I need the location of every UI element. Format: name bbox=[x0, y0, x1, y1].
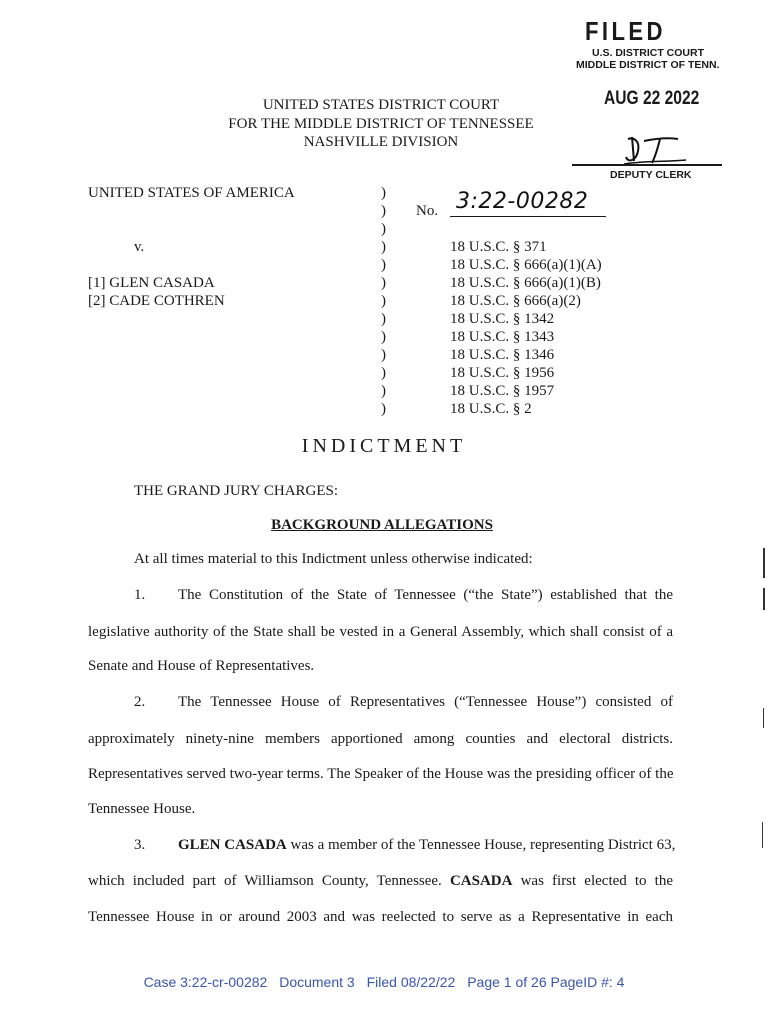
stamp-district-name: MIDDLE DISTRICT OF TENN. bbox=[576, 59, 720, 71]
paragraph-number: 1. bbox=[134, 587, 146, 603]
caption-paren: ) bbox=[381, 293, 386, 309]
caption-paren: ) bbox=[381, 239, 386, 255]
paragraph-1-line: The Constitution of the State of Tennessee (“the State”) established that the bbox=[178, 587, 673, 603]
paragraph-1-line: legislative authority of the State shall be vested in a General Assembly, which shall consist of a bbox=[88, 624, 673, 640]
caption-paren: ) bbox=[381, 221, 386, 237]
caption-paren: ) bbox=[381, 185, 386, 201]
paragraph-3-line: Tennessee House in or around 2003 and was reelected to serve as a Representative in each bbox=[88, 909, 673, 925]
statute-item: 18 U.S.C. § 666(a)(1)(A) bbox=[450, 257, 602, 273]
caption-paren: ) bbox=[381, 203, 386, 219]
paragraph-number: 3. bbox=[134, 837, 146, 853]
caption-plaintiff: UNITED STATES OF AMERICA bbox=[88, 185, 295, 201]
paragraph-2-line: Tennessee House. bbox=[88, 801, 196, 817]
stamp-filed-date: AUG 22 2022 bbox=[604, 88, 700, 109]
caption-defendant-2: [2] CADE COTHREN bbox=[88, 293, 225, 309]
paragraph-2-line: Representatives served two-year terms. The Speaker of the House was the presiding officer of the bbox=[88, 766, 674, 782]
paragraph-2-line: approximately ninety-nine members apportioned among counties and electoral districts. bbox=[88, 731, 673, 747]
footer-page-info: Page 1 of 26 PageID #: 4 bbox=[467, 974, 625, 990]
caption-paren: ) bbox=[381, 401, 386, 417]
court-name-line1: UNITED STATES DISTRICT COURT bbox=[262, 97, 500, 113]
statute-list bbox=[450, 238, 602, 418]
scan-mark bbox=[762, 822, 763, 848]
case-number-label: No. bbox=[416, 203, 439, 219]
defendant-name-bold: CASADA bbox=[449, 873, 513, 889]
statute-item: 18 U.S.C. § 666(a)(2) bbox=[450, 293, 581, 309]
caption-paren: ) bbox=[381, 347, 386, 363]
statute-item: 18 U.S.C. § 666(a)(1)(B) bbox=[450, 275, 601, 291]
grand-jury-charges: THE GRAND JURY CHARGES: bbox=[134, 483, 339, 499]
statute-item: 18 U.S.C. § 1957 bbox=[450, 383, 555, 399]
footer-filed-date: Filed 08/22/22 bbox=[366, 974, 456, 990]
footer-case-number: Case 3:22-cr-00282 bbox=[143, 974, 268, 990]
stamp-deputy-clerk: DEPUTY CLERK bbox=[610, 169, 692, 181]
statute-item: 18 U.S.C. § 1343 bbox=[450, 329, 555, 345]
caption-paren: ) bbox=[381, 329, 386, 345]
stamp-court-name: U.S. DISTRICT COURT bbox=[592, 47, 704, 59]
case-number-handwritten: 3:22-00282 bbox=[456, 189, 589, 214]
statute-item: 18 U.S.C. § 371 bbox=[450, 239, 547, 255]
stamp-signature-rule bbox=[572, 164, 722, 166]
statute-item: 18 U.S.C. § 2 bbox=[450, 401, 532, 417]
caption-versus: v. bbox=[134, 239, 145, 255]
filed-stamp-title: FILED bbox=[585, 16, 666, 46]
paragraph-3-line bbox=[178, 837, 676, 854]
caption-paren: ) bbox=[381, 275, 386, 291]
scan-mark bbox=[763, 588, 765, 610]
caption-paren: ) bbox=[381, 311, 386, 327]
caption-paren-column bbox=[381, 184, 386, 418]
page-footer bbox=[0, 974, 768, 990]
document-title: INDICTMENT bbox=[301, 435, 467, 457]
case-number-underline bbox=[450, 216, 606, 217]
scan-mark bbox=[763, 708, 764, 728]
caption-paren: ) bbox=[381, 383, 386, 399]
defendant-name-bold: GLEN CASADA bbox=[178, 837, 287, 853]
paragraph-3-text: which included part of Williamson County, Tennessee. bbox=[88, 873, 442, 889]
court-name-line2: FOR THE MIDDLE DISTRICT OF TENNESSEE bbox=[228, 116, 534, 132]
statute-item: 18 U.S.C. § 1346 bbox=[450, 347, 555, 363]
caption-defendant-1: [1] GLEN CASADA bbox=[88, 275, 215, 291]
paragraph-3-text: was a member of the Tennessee House, representing District 63, bbox=[290, 837, 676, 853]
court-division: NASHVILLE DIVISION bbox=[303, 134, 459, 150]
statute-item: 18 U.S.C. § 1956 bbox=[450, 365, 555, 381]
paragraph-3-text: was first elected to the bbox=[520, 873, 674, 889]
paragraph-1-line: Senate and House of Representatives. bbox=[88, 658, 315, 674]
paragraph-2-line: The Tennessee House of Representatives (“Tennessee House”) consisted of bbox=[178, 694, 673, 710]
paragraph-3-line bbox=[88, 873, 673, 890]
section-heading: BACKGROUND ALLEGATIONS bbox=[271, 517, 493, 533]
caption-paren: ) bbox=[381, 257, 386, 273]
footer-document-number: Document 3 bbox=[279, 974, 355, 990]
caption-paren: ) bbox=[381, 365, 386, 381]
scan-mark bbox=[763, 548, 765, 578]
paragraph-number: 2. bbox=[134, 694, 146, 710]
statute-item: 18 U.S.C. § 1342 bbox=[450, 311, 555, 327]
intro-sentence: At all times material to this Indictment unless otherwise indicated: bbox=[134, 551, 533, 567]
